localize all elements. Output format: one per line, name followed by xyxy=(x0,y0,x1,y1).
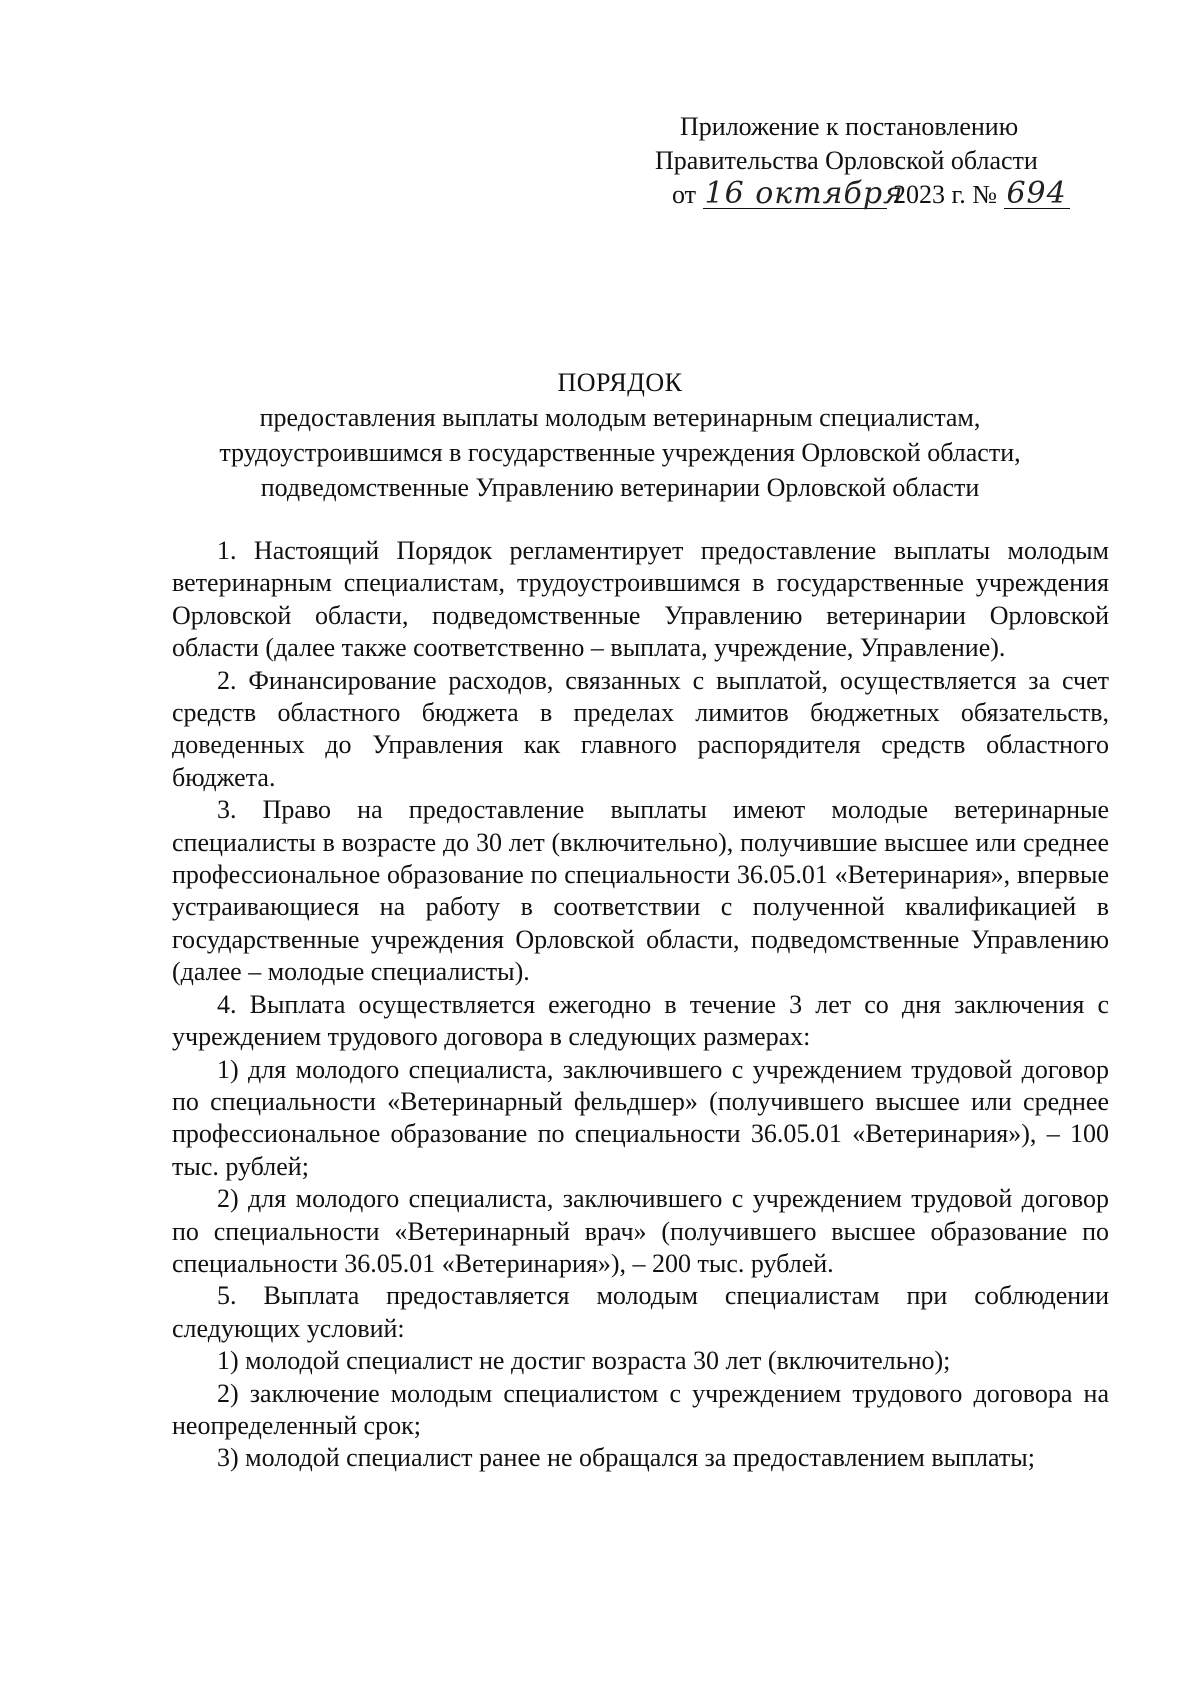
paragraph-4: 4. Выплата осуществляется ежегодно в течение 3 лет со дня заключения с учреждением трудового договора в следующих размерах: xyxy=(172,989,1109,1052)
handwritten-date: 16 октября xyxy=(704,176,904,211)
appendix-header xyxy=(650,110,1100,212)
handwritten-number: 694 xyxy=(1004,180,1070,209)
document-title-block xyxy=(150,365,1090,505)
year-and-number-label: 2023 г. № xyxy=(893,180,998,209)
document-subtitle-line-3: подведомственные Управлению ветеринарии Орловской области xyxy=(260,473,980,502)
paragraph-4-item-1: 1) для молодого специалиста, заключившего с учреждением трудовой договор по специальности «Ветеринарный фельдшер» (получившего высшее или среднее профессиональное образование по специальности 36.05.01 «Ветеринария»), – 100 тыс. рублей; xyxy=(172,1054,1109,1181)
document-subtitle-line-2: трудоустроившимся в государственные учреждения Орловской области, xyxy=(219,438,1021,467)
paragraph-1: 1. Настоящий Порядок регламентирует предоставление выплаты молодым ветеринарным специалистам, трудоустроившимся в государственные учреждения Орловской области, подведомственные Управлению ветеринарии Орловской области (далее также соответственно – выплата, учреждение, Управление). xyxy=(172,536,1109,663)
paragraph-5: 5. Выплата предоставляется молодым специалистам при соблюдении следующих условий: xyxy=(172,1281,1109,1343)
date-prefix: от xyxy=(672,180,697,209)
appendix-header-line-1: Приложение к постановлению xyxy=(680,112,1019,141)
paragraph-4-item-2: 2) для молодого специалиста, заключившего с учреждением трудовой договор по специальности «Ветеринарный врач» (получившего высшее образование по специальности 36.05.01 «Ветеринария»), – 200 тыс. рублей. xyxy=(172,1184,1109,1278)
appendix-header-line-2: Правительства Орловской области xyxy=(655,146,1038,175)
paragraph-5-item-3: 3) молодой специалист ранее не обращался за предоставлением выплаты; xyxy=(217,1443,1035,1473)
document-subtitle-line-1: предоставления выплаты молодым ветеринарным специалистам, xyxy=(259,403,981,432)
document-body xyxy=(172,535,1109,1475)
appendix-header-line-3 xyxy=(650,178,1100,212)
paragraph-5-item-1: 1) молодой специалист не достиг возраста 30 лет (включительно); xyxy=(217,1346,951,1376)
paragraph-5-item-2: 2) заключение молодым специалистом с учреждением трудового договора на неопределенный срок; xyxy=(172,1378,1109,1440)
paragraph-3: 3. Право на предоставление выплаты имеют молодые ветеринарные специалисты в возрасте до 30 лет (включительно), получившие высшее или среднее профессиональное образование по специальности 36.05.01 «Ветеринария», впервые устраивающиеся на работу в соответствии с полученной квалификацией в государственные учреждения Орловской области, подведомственные Управлению (далее – молодые специалисты). xyxy=(172,795,1109,987)
document-title: ПОРЯДОК xyxy=(557,368,683,397)
paragraph-2: 2. Финансирование расходов, связанных с выплатой, осуществляется за счет средств областного бюджета в пределах лимитов бюджетных обязательств, доведенных до Управления как главного распорядителя средств областного бюджета. xyxy=(172,665,1109,792)
